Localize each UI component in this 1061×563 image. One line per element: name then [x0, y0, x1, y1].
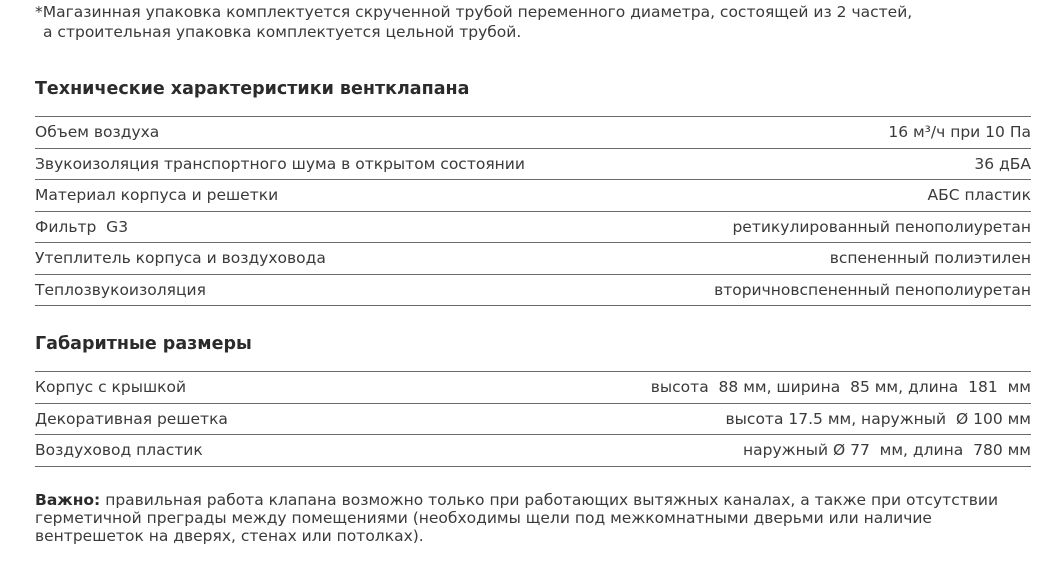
spec-row [35, 149, 1031, 181]
spec-label: Фильтр G3 [35, 217, 129, 236]
spec-row [35, 275, 1031, 307]
packaging-note-line-2: а строительная упаковка комплектуется цельной трубой. [43, 23, 522, 41]
dimension-row [35, 372, 1031, 404]
spec-row [35, 243, 1031, 275]
spec-value: 16 м³/ч при 10 Па [888, 123, 1031, 142]
spec-label: Материал корпуса и решетки [35, 186, 279, 205]
dimension-label: Корпус с крышкой [35, 378, 187, 397]
packaging-note-line-1: *Магазинная упаковка комплектуется скрученной трубой переменного диаметра, состоящей из 2 частей, [35, 3, 913, 21]
important-text: правильная работа клапана возможно только при работающих вытяжных каналах, а также при отсутствии герметичной преграды между помещениями (необходимы щели под межкомнатными дверьми или наличие вентрешеток на дверях, стенах или потолках). [35, 491, 999, 545]
spec-row [35, 117, 1031, 149]
dimension-label: Воздуховод пластик [35, 441, 203, 460]
spec-label: Утеплитель корпуса и воздуховода [35, 249, 326, 268]
dimensions-heading: Габаритные размеры [35, 334, 252, 354]
spec-value: 36 дБА [974, 154, 1031, 173]
spec-value: вспененный полиэтилен [829, 249, 1031, 268]
dimension-value: высота 88 мм, ширина 85 мм, длина 181 мм [650, 378, 1031, 397]
dimension-value: наружный Ø 77 мм, длина 780 мм [742, 441, 1031, 460]
dimension-value: высота 17.5 мм, наружный Ø 100 мм [725, 409, 1031, 428]
spec-label: Теплозвукоизоляция [35, 280, 206, 299]
dimension-row [35, 435, 1031, 467]
spec-row [35, 212, 1031, 244]
spec-row [35, 180, 1031, 212]
spec-label: Звукоизоляция транспортного шума в открытом состоянии [35, 154, 525, 173]
important-note [35, 491, 1035, 545]
specs-table [35, 116, 1031, 306]
dimension-row [35, 404, 1031, 436]
packaging-note [35, 2, 1045, 42]
dimension-label: Декоративная решетка [35, 409, 228, 428]
spec-label: Объем воздуха [35, 123, 160, 142]
important-label: Важно: [35, 491, 101, 509]
spec-value: ретикулированный пенополиуретан [732, 217, 1031, 236]
spec-value: АБС пластик [927, 186, 1031, 205]
specs-heading: Технические характеристики вентклапана [35, 79, 470, 99]
dimensions-table [35, 371, 1031, 467]
spec-value: вторичновспененный пенополиуретан [714, 280, 1031, 299]
